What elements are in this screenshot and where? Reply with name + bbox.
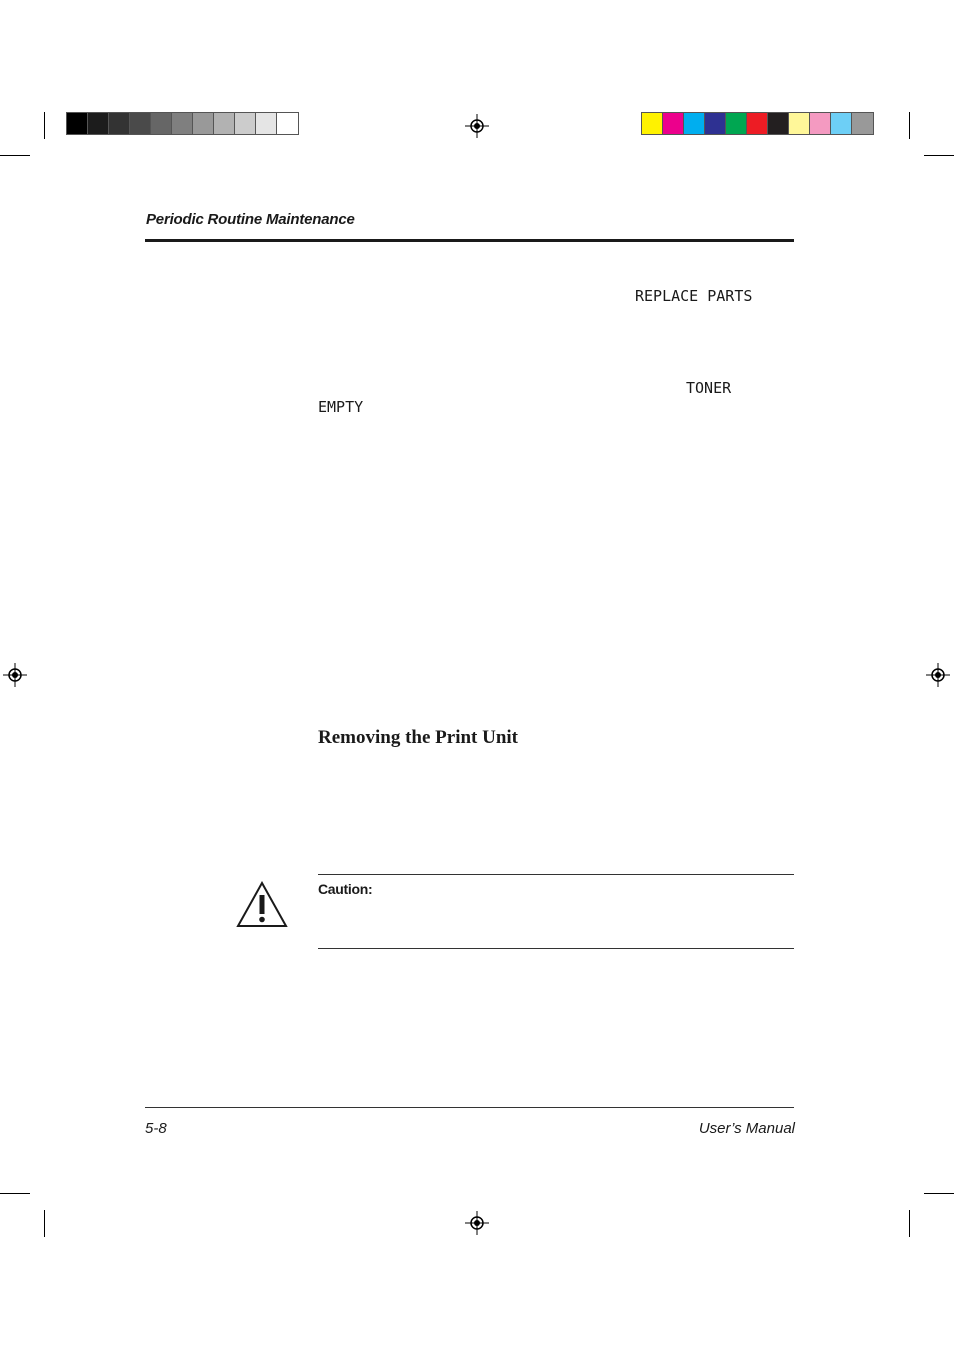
- color-swatch-0: [642, 113, 663, 134]
- grayscale-swatch-4: [151, 113, 172, 134]
- crop-mark-bottom-left-h: [0, 1193, 30, 1194]
- registration-target-icon: [465, 1211, 489, 1235]
- grayscale-swatch-1: [88, 113, 109, 134]
- crop-mark-bottom-right-v: [909, 1210, 910, 1237]
- color-swatch-3: [705, 113, 726, 134]
- display-message-empty: EMPTY: [318, 398, 364, 416]
- header-rule: [145, 239, 794, 242]
- registration-target-icon: [926, 663, 950, 687]
- color-swatch-9: [831, 113, 852, 134]
- footer-rule: [145, 1107, 794, 1108]
- crop-mark-top-left-v: [44, 112, 45, 139]
- section-heading: Removing the Print Unit: [318, 727, 519, 748]
- crop-mark-top-right-v: [909, 112, 910, 139]
- crop-mark-bottom-right-h: [924, 1193, 954, 1194]
- grayscale-swatch-0: [67, 113, 88, 134]
- display-message-toner: TONER: [686, 379, 732, 397]
- warning-triangle-icon: [236, 881, 288, 928]
- color-bar: [641, 112, 874, 135]
- crop-mark-top-left-h: [0, 155, 30, 156]
- running-header: Periodic Routine Maintenance: [146, 211, 355, 228]
- manual-title: User’s Manual: [698, 1120, 795, 1137]
- color-swatch-1: [663, 113, 684, 134]
- registration-target-icon: [465, 114, 489, 138]
- grayscale-swatch-6: [193, 113, 214, 134]
- crop-mark-bottom-left-v: [44, 1210, 45, 1237]
- color-swatch-8: [810, 113, 831, 134]
- caution-top-rule: [318, 874, 794, 875]
- grayscale-swatch-2: [109, 113, 130, 134]
- caution-label: Caution:: [318, 881, 373, 897]
- grayscale-swatch-8: [235, 113, 256, 134]
- color-swatch-7: [789, 113, 810, 134]
- grayscale-swatch-3: [130, 113, 151, 134]
- grayscale-swatch-9: [256, 113, 277, 134]
- color-swatch-5: [747, 113, 768, 134]
- registration-target-icon: [3, 663, 27, 687]
- color-swatch-6: [768, 113, 789, 134]
- caution-bottom-rule: [318, 948, 794, 949]
- display-message-replace-parts: REPLACE PARTS: [635, 287, 753, 305]
- grayscale-swatch-7: [214, 113, 235, 134]
- crop-mark-top-right-h: [924, 155, 954, 156]
- color-swatch-2: [684, 113, 705, 134]
- grayscale-bar: [66, 112, 299, 135]
- color-swatch-4: [726, 113, 747, 134]
- color-swatch-10: [852, 113, 873, 134]
- grayscale-swatch-10: [277, 113, 298, 134]
- page-number: 5-8: [145, 1120, 167, 1137]
- grayscale-swatch-5: [172, 113, 193, 134]
